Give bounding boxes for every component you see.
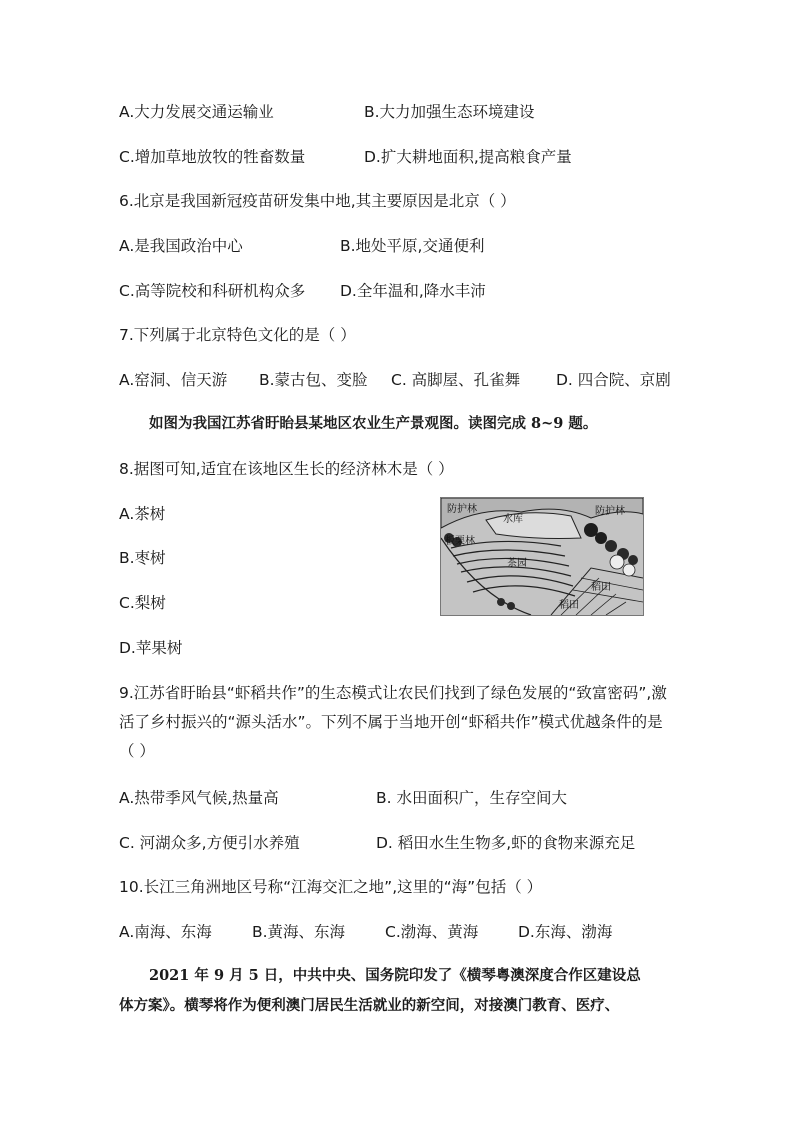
landscape-figure (440, 497, 644, 616)
q8-option-b: B.枣树 (119, 549, 166, 567)
q7-option-b: B.蒙古包、变脸 (259, 371, 368, 389)
q7-option-c: C. 高脚屋、孔雀舞 (391, 371, 521, 389)
figure-label-paddy-1: 稻田 (591, 582, 611, 593)
figure-label-tea: 茶园 (507, 558, 527, 569)
q10-option-a: A.南海、东海 (119, 923, 212, 941)
q8-option-c: C.梨树 (119, 594, 166, 612)
q8-stem: 8.据图可知,适宜在该地区生长的经济林木是（ ） (119, 460, 454, 478)
passage-line-2: 体方案》。横琴将作为便利澳门居民生活就业的新空间，对接澳门教育、医疗、 (119, 997, 620, 1014)
figure-label-reservoir: 水库 (503, 514, 523, 525)
q6-option-c: C.高等院校和科研机构众多 (119, 282, 306, 300)
q6-option-a: A.是我国政治中心 (119, 237, 243, 255)
q5-option-a: A.大力发展交通运输业 (119, 103, 274, 121)
q10-option-d: D.东海、渤海 (518, 923, 613, 941)
q6-option-b: B.地处平原,交通便利 (340, 237, 485, 255)
q5-option-b: B.大力加强生态环境建设 (364, 103, 535, 121)
q8-option-d: D.苹果树 (119, 639, 183, 657)
q6-stem: 6.北京是我国新冠疫苗研发集中地,其主要原因是北京（ ） (119, 192, 516, 210)
q10-option-c: C.渤海、黄海 (385, 923, 479, 941)
q8-option-a: A.茶树 (119, 505, 166, 523)
q9-option-b: B. 水田面积广，生存空间大 (376, 789, 567, 807)
q10-stem: 10.长江三角洲地区号称“江海交汇之地”,这里的“海”包括（ ） (119, 878, 543, 896)
q6-option-d: D.全年温和,降水丰沛 (340, 282, 486, 300)
q5-option-c: C.增加草地放牧的牲畜数量 (119, 148, 306, 166)
q7-option-a: A.窑洞、信天游 (119, 371, 228, 389)
q9-option-a: A.热带季风气候,热量高 (119, 789, 279, 807)
q9-option-c: C. 河湖众多,方便引水养殖 (119, 834, 300, 852)
q9-option-d: D. 稻田水生生物多,虾的食物来源充足 (376, 834, 636, 852)
q9-stem-line-1: 9.江苏省盱眙县“虾稻共作”的生态模式让农民们找到了绿色发展的“致富密码”,激 (119, 684, 667, 702)
q5-option-d: D.扩大耕地面积,提高粮食产量 (364, 148, 572, 166)
intro-8-9: 如图为我国江苏省盱眙县某地区农业生产景观图。读图完成 8~9 题。 (149, 415, 598, 432)
q10-option-b: B.黄海、东海 (252, 923, 346, 941)
figure-label-paddy-2: 稻田 (559, 600, 579, 611)
figure-label-shelter-left: 防护林 (447, 504, 477, 515)
figure-label-chestnut: 板栗林 (445, 536, 475, 547)
q9-stem-line-3: （ ） (119, 742, 155, 760)
figure-label-shelter-right: 防护林 (595, 506, 625, 517)
passage-line-1: 2021 年 9 月 5 日，中共中央、国务院印发了《横琴粤澳深度合作区建设总 (149, 967, 641, 984)
q7-stem: 7.下列属于北京特色文化的是（ ） (119, 326, 356, 344)
q7-option-d: D. 四合院、京剧 (556, 371, 671, 389)
q9-stem-line-2: 活了乡村振兴的“源头活水”。下列不属于当地开创“虾稻共作”模式优越条件的是 (119, 713, 663, 731)
